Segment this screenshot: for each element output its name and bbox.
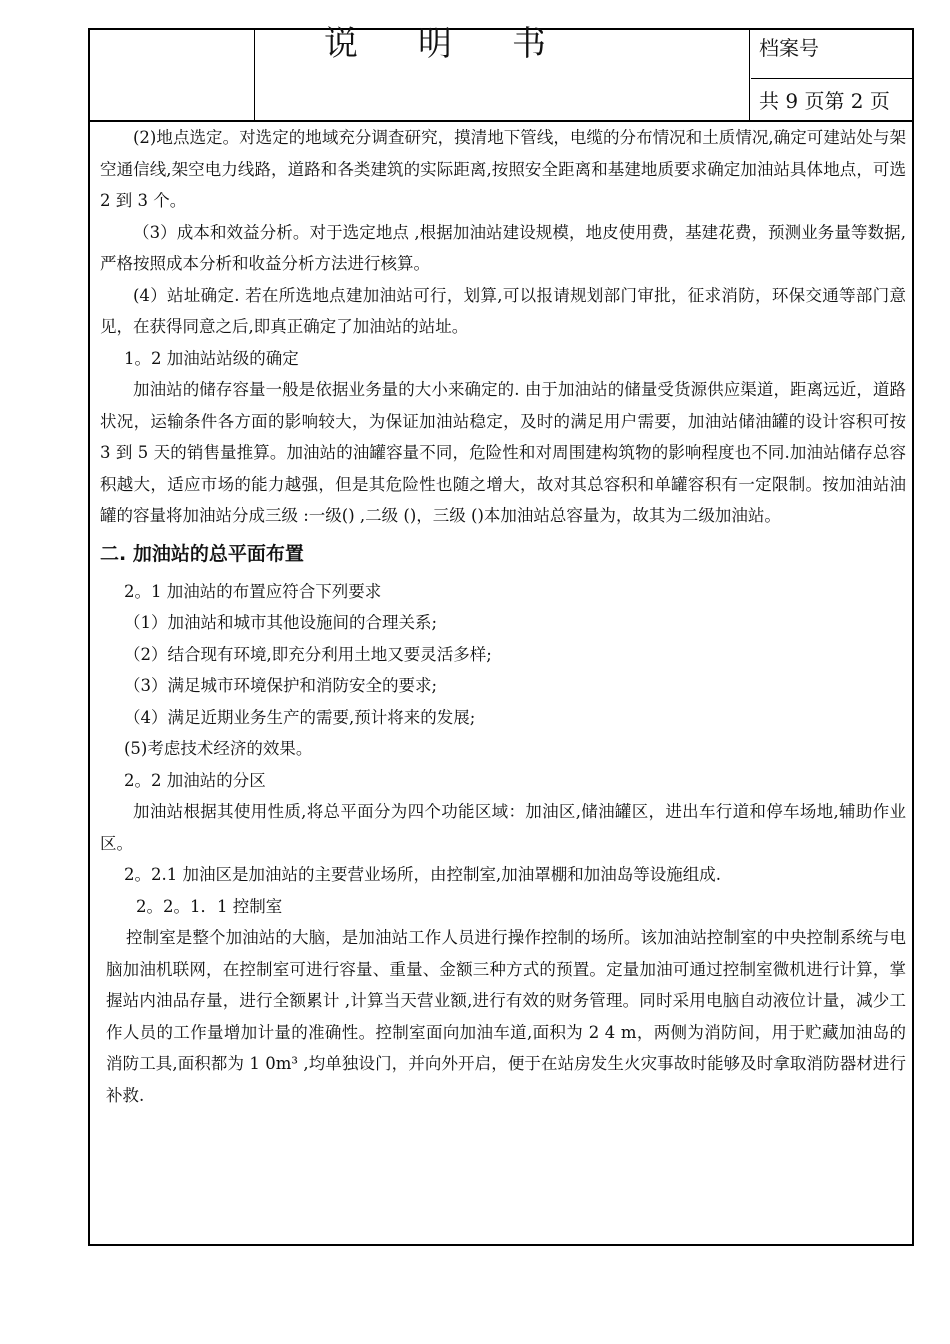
header-table <box>90 24 912 122</box>
file-number-label: 档案号 <box>759 36 819 60</box>
paragraph-cost-benefit: （3）成本和效益分析。对于选定地点 ,根据加油站建设规模，地皮使用费，基建花费，预测业务量等数据,严格按照成本分析和收益分析方法进行核算。 <box>100 222 906 273</box>
list-item: (5)考虑技术经济的效果。 <box>124 739 313 758</box>
section-heading-layout: 二. 加油站的总平面布置 <box>100 542 304 565</box>
list-item: （3）满足城市环境保护和消防安全的要求; <box>124 676 438 695</box>
paragraph-zoning: 加油站根据其使用性质,将总平面分为四个功能区域：加油区,储油罐区，进出车行道和停车场地,辅助作业区。 <box>100 802 906 853</box>
subheading-layout-requirements: 2。1 加油站的布置应符合下列要求 <box>124 581 382 601</box>
document-sheet <box>88 24 914 1246</box>
list-item: （4）满足近期业务生产的需要,预计将来的发展; <box>124 707 476 727</box>
subheading-zoning: 2。2 加油站的分区 <box>124 770 266 790</box>
paragraph-fueling-area: 2。2.1 加油区是加油站的主要营业场所，由控制室,加油罩棚和加油岛等设施组成. <box>124 865 721 884</box>
paragraph-site-confirm: (4）站址确定. 若在所选地点建加油站可行，划算,可以报请规划部门审批，征求消防，环保交通等部门意见，在获得同意之后,即真正确定了加油站的站址。 <box>100 285 906 336</box>
subheading-station-grade: 1。2 加油站站级的确定 <box>124 348 299 368</box>
header-title-cell <box>255 24 750 120</box>
page-info: 共 9 页第 2 页 <box>759 89 890 113</box>
file-number-cell <box>751 30 912 79</box>
page-title: 说明书 <box>324 24 606 64</box>
paragraph-control-room: 控制室是整个加油站的大脑，是加油站工作人员进行操作控制的场所。该加油站控制室的中央控制系统与电脑加油机联网，在控制室可进行容量、重量、金额三种方式的预置。定量加油可通过控制室微机进行计算，掌握站内油品存量，进行全额累计 ,计算当天营业额,进行有效的财务管理。同时采用电脑自动液位计量，减少工作人员的工作量增加计量的准确性。控制室面向加油车道,面积为 2 4 m，两侧为消防间，用于贮藏加油岛的消防工具,面积都为 1 0m³ ,均单独设门，并向外开启，便于在站房发生火灾事故时能够及时拿取消防器材进行补救. <box>106 928 906 1105</box>
page-info-cell <box>751 79 912 120</box>
document-body <box>100 122 906 1111</box>
list-item: （2）结合现有环境,即充分利用土地又要灵活多样; <box>124 644 492 664</box>
paragraph-storage-capacity: 加油站的储存容量一般是依据业务量的大小来确定的. 由于加油站的储量受货源供应渠道，距离远近，道路状况，运输条件各方面的影响较大，为保证加油站稳定，及时的满足用户需要，加油站储油罐的设计容积可按 3 到 5 天的销售量推算。加油站的油罐容量不同，危险性和对周围建构筑物的影响程度也不同.加油站储存总容积越大，适应市场的能力越强，但是其危险性也随之增大，故对其总容积和单罐容积有一定限制。按加油站油罐的容量将加油站分成三级 :一级() ,二级 ()，三级 ()本加油站总容量为，故其为二级加油站。 <box>100 380 906 525</box>
list-item: （1）加油站和城市其他设施间的合理关系; <box>124 613 438 632</box>
paragraph-site-selection: (2)地点选定。对选定的地域充分调查研究，摸清地下管线，电缆的分布情况和土质情况,确定可建站处与架空通信线,架空电力线路，道路和各类建筑的实际距离,按照安全距离和基建地质要求确定加油站具体地点，可选 2 到 3 个。 <box>100 128 906 210</box>
subheading-control-room: 2。2。1．1 控制室 <box>136 896 283 916</box>
header-blank-cell <box>90 30 255 120</box>
